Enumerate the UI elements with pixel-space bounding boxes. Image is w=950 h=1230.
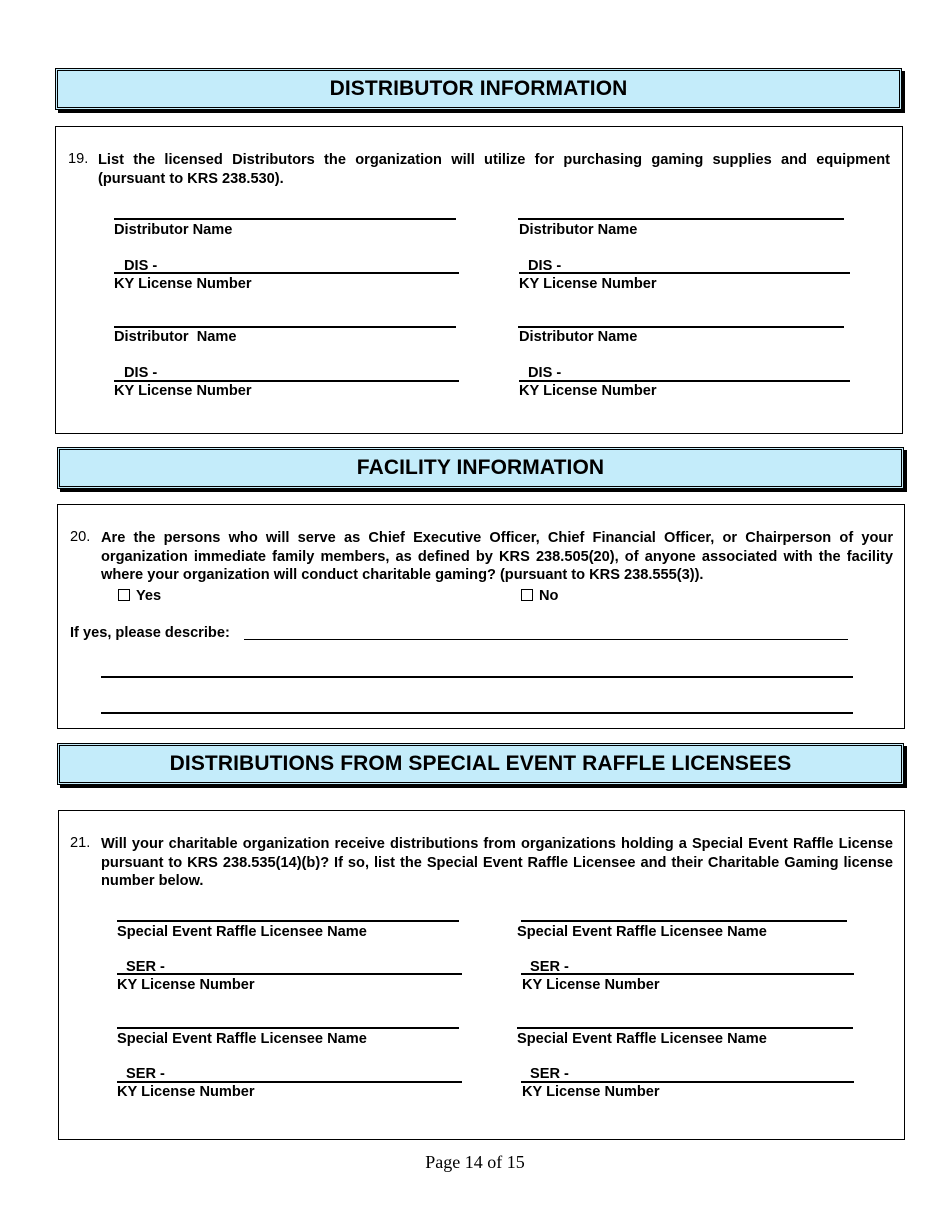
raffle-license-line-3[interactable]: [117, 1081, 462, 1083]
distributor-license-line-3[interactable]: [114, 380, 459, 382]
raffle-name-line-4[interactable]: [517, 1027, 853, 1029]
distributor-name-line-3[interactable]: [114, 326, 456, 328]
section-title-distributor: DISTRIBUTOR INFORMATION: [329, 77, 628, 100]
distributor-name-label-4: Distributor Name: [519, 329, 638, 345]
question-number-21: 21.: [70, 835, 91, 851]
yes-checkbox[interactable]: [118, 589, 130, 601]
raffle-name-line-1[interactable]: [117, 920, 459, 922]
distributor-license-label-1: KY License Number: [114, 276, 252, 292]
distributor-name-label-2: Distributor Name: [519, 222, 638, 238]
question-number-20: 20.: [70, 529, 91, 545]
question-number-19: 19.: [68, 151, 89, 167]
raffle-license-prefix-2: SER -: [530, 959, 569, 975]
no-option[interactable]: [521, 588, 558, 604]
describe-input-line[interactable]: [244, 639, 848, 640]
distributor-license-prefix-1: DIS -: [124, 258, 158, 274]
distributor-name-line-1[interactable]: [114, 218, 456, 220]
yes-option[interactable]: [118, 588, 161, 604]
raffle-license-line-2[interactable]: [521, 973, 854, 975]
raffle-license-prefix-3: SER -: [126, 1066, 165, 1082]
distributor-license-line-2[interactable]: [519, 272, 850, 274]
distributor-license-label-4: KY License Number: [519, 383, 657, 399]
describe-label: If yes, please describe:: [70, 625, 230, 641]
no-checkbox[interactable]: [521, 589, 533, 601]
raffle-license-prefix-1: SER -: [126, 959, 165, 975]
no-label: No: [539, 588, 559, 604]
distributor-license-prefix-2: DIS -: [528, 258, 562, 274]
distributor-name-line-2[interactable]: [518, 218, 844, 220]
section-title-raffle: DISTRIBUTIONS FROM SPECIAL EVENT RAFFLE LICENSEES: [169, 752, 792, 775]
raffle-license-label-1: KY License Number: [117, 977, 255, 993]
raffle-license-line-1[interactable]: [117, 973, 462, 975]
question-21-text: Will your charitable organization receive distributions from organizations holding a Special Event Raffle License pursuant to KRS 238.535(14)(b)? If so, list the Special Event Raffle Licensee and their Charitable Gaming license number below.: [101, 836, 893, 889]
raffle-license-prefix-4: SER -: [530, 1066, 569, 1082]
raffle-license-label-2: KY License Number: [522, 977, 660, 993]
raffle-license-label-4: KY License Number: [522, 1084, 660, 1100]
distributor-license-line-1[interactable]: [114, 272, 459, 274]
distributor-license-line-4[interactable]: [519, 380, 850, 382]
distributor-name-label-3: Distributor Name: [114, 329, 237, 345]
distributor-license-label-3: KY License Number: [114, 383, 252, 399]
raffle-license-label-3: KY License Number: [117, 1084, 255, 1100]
distributor-license-label-2: KY License Number: [519, 276, 657, 292]
raffle-name-line-3[interactable]: [117, 1027, 459, 1029]
section-header-raffle: [57, 743, 904, 785]
raffle-name-label-1: Special Event Raffle Licensee Name: [117, 924, 367, 940]
raffle-name-label-2: Special Event Raffle Licensee Name: [517, 924, 767, 940]
raffle-license-line-4[interactable]: [521, 1081, 854, 1083]
describe-line-3[interactable]: [101, 712, 853, 714]
distributor-name-label-1: Distributor Name: [114, 222, 233, 238]
distributor-name-line-4[interactable]: [518, 326, 844, 328]
section-title-facility: FACILITY INFORMATION: [356, 456, 605, 479]
question-19-text: List the licensed Distributors the organization will utilize for purchasing gaming supplies and equipment (pursuant to KRS 238.530).: [98, 152, 890, 187]
section-header-facility: [57, 447, 904, 489]
distributor-license-prefix-4: DIS -: [528, 365, 562, 381]
distributor-license-prefix-3: DIS -: [124, 365, 158, 381]
raffle-name-line-2[interactable]: [521, 920, 847, 922]
raffle-name-label-4: Special Event Raffle Licensee Name: [517, 1031, 767, 1047]
raffle-name-label-3: Special Event Raffle Licensee Name: [117, 1031, 367, 1047]
yes-label: Yes: [136, 588, 162, 604]
page-number: Page 14 of 15: [425, 1152, 525, 1172]
describe-line-2[interactable]: [101, 676, 853, 678]
question-20-text: Are the persons who will serve as Chief Executive Officer, Chief Financial Officer, or Chairperson of your organization immediate family members, as defined by KRS 238.505(20), of anyone associated with the facility where your organization will conduct charitable gaming? (pursuant to KRS 238.555(3)).: [101, 530, 893, 583]
section-header-distributor: [55, 68, 902, 110]
